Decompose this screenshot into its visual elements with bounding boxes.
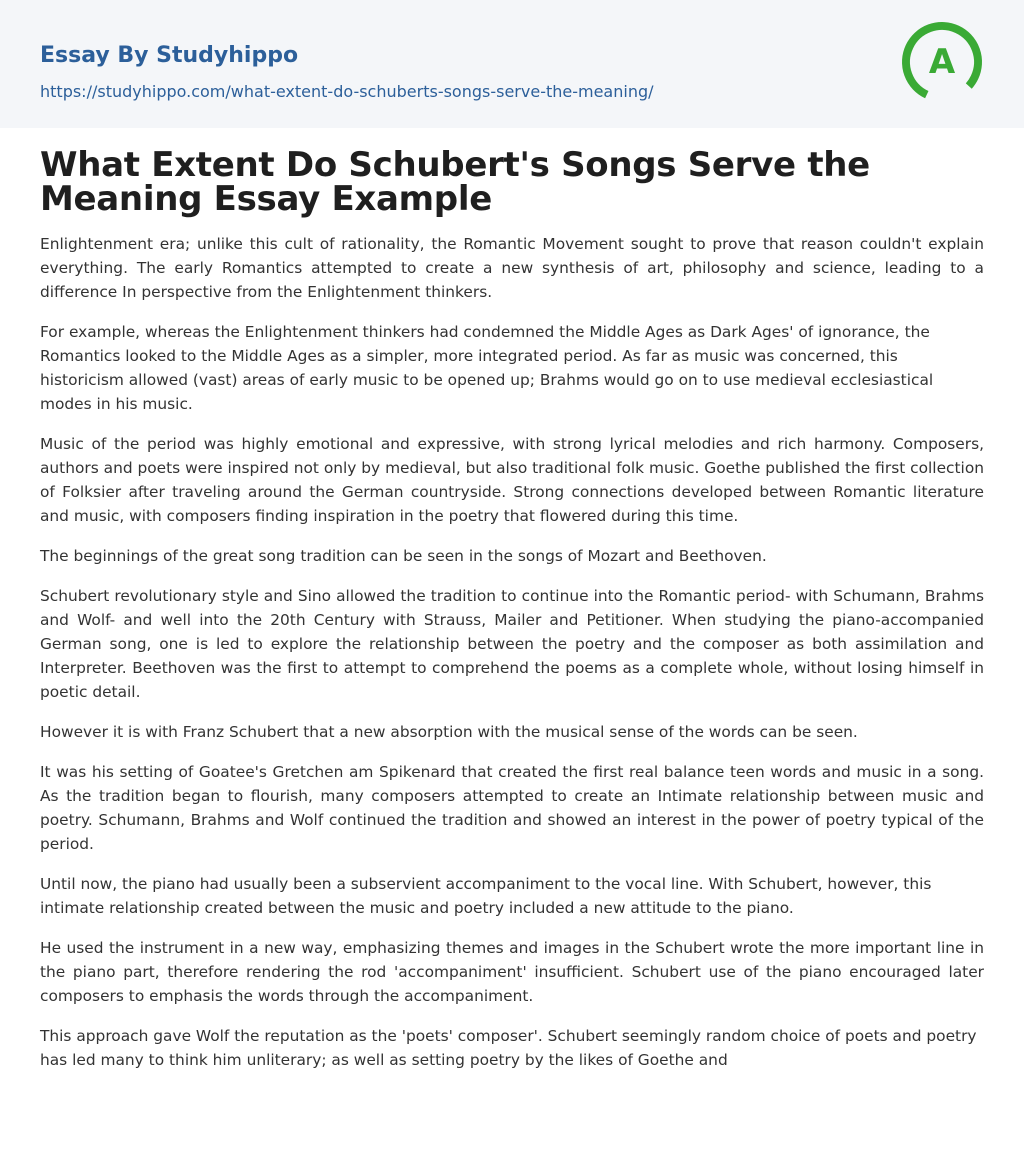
studyhippo-logo-icon[interactable] bbox=[900, 20, 984, 104]
essay-paragraph: Enlightenment era; unlike this cult of rationality, the Romantic Movement sought to prove that reason couldn't explain everything. The early Romantics attempted to create a new synthesis of art, philosophy and science, leading to a difference In perspective from the Enlightenment thinkers. bbox=[40, 235, 984, 301]
essay-title: What Extent Do Schubert's Songs Serve the Meaning Essay Example bbox=[40, 145, 870, 219]
essay-paragraph: The beginnings of the great song tradition can be seen in the songs of Mozart and Beethoven. bbox=[40, 547, 767, 565]
essay-content bbox=[0, 128, 1024, 1072]
brand-title: Essay By Studyhippo bbox=[40, 43, 299, 68]
essay-paragraph: This approach gave Wolf the reputation as the 'poets' composer'. Schubert seemingly random choice of poets and poetry has led many to think him unliterary; as well as setting poetry by the likes of Goethe and bbox=[40, 1027, 977, 1069]
logo-letter: A bbox=[928, 42, 956, 82]
essay-paragraph: He used the instrument in a new way, emphasizing themes and images in the Schubert wrote the more important line in the piano part, therefore rendering the rod 'accompaniment' insufficient. Schubert use of the piano encouraged later composers to emphasis the words through the accompaniment. bbox=[40, 939, 984, 1005]
essay-paragraph: Until now, the piano had usually been a subservient accompaniment to the vocal line. With Schubert, however, this intimate relationship created between the music and poetry included a new attitude to the piano. bbox=[40, 875, 932, 917]
essay-paragraph: It was his setting of Goatee's Gretchen am Spikenard that created the first real balance teen words and music in a song. As the tradition began to flourish, many composers attempted to create an Intimate relationship between music and poetry. Schumann, Brahms and Wolf continued the tradition and showed an interest in the power of poetry typical of the period. bbox=[40, 763, 984, 853]
essay-paragraph: Schubert revolutionary style and Sino allowed the tradition to continue into the Romantic period- with Schumann, Brahms and Wolf- and well into the 20th Century with Strauss, Mailer and Petitioner. When studying the piano-accompanied German song, one is led to explore the relationship between the poetry and the composer as both assimilation and Interpreter. Beethoven was the first to attempt to comprehend the poems as a complete whole, without losing himself in poetic detail. bbox=[40, 587, 984, 701]
source-url-link[interactable]: https://studyhippo.com/what-extent-do-schuberts-songs-serve-the-meaning/ bbox=[40, 82, 654, 101]
site-header bbox=[0, 0, 1024, 128]
essay-paragraph: Music of the period was highly emotional and expressive, with strong lyrical melodies and rich harmony. Composers, authors and poets were inspired not only by medieval, but also traditional folk music. Goethe published the first collection of Folksier after traveling around the German countryside. Strong connections developed between Romantic literature and music, with composers finding inspiration in the poetry that flowered during this time. bbox=[40, 435, 984, 525]
essay-paragraph: However it is with Franz Schubert that a new absorption with the musical sense of the words can be seen. bbox=[40, 723, 858, 741]
essay-paragraph: For example, whereas the Enlightenment thinkers had condemned the Middle Ages as Dark Ages' of ignorance, the Romantics looked to the Middle Ages as a simpler, more integrated period. As far as music was concerned, this historicism allowed (vast) areas of early music to be opened up; Brahms would go on to use medieval ecclesiastical modes in his music. bbox=[40, 323, 934, 413]
